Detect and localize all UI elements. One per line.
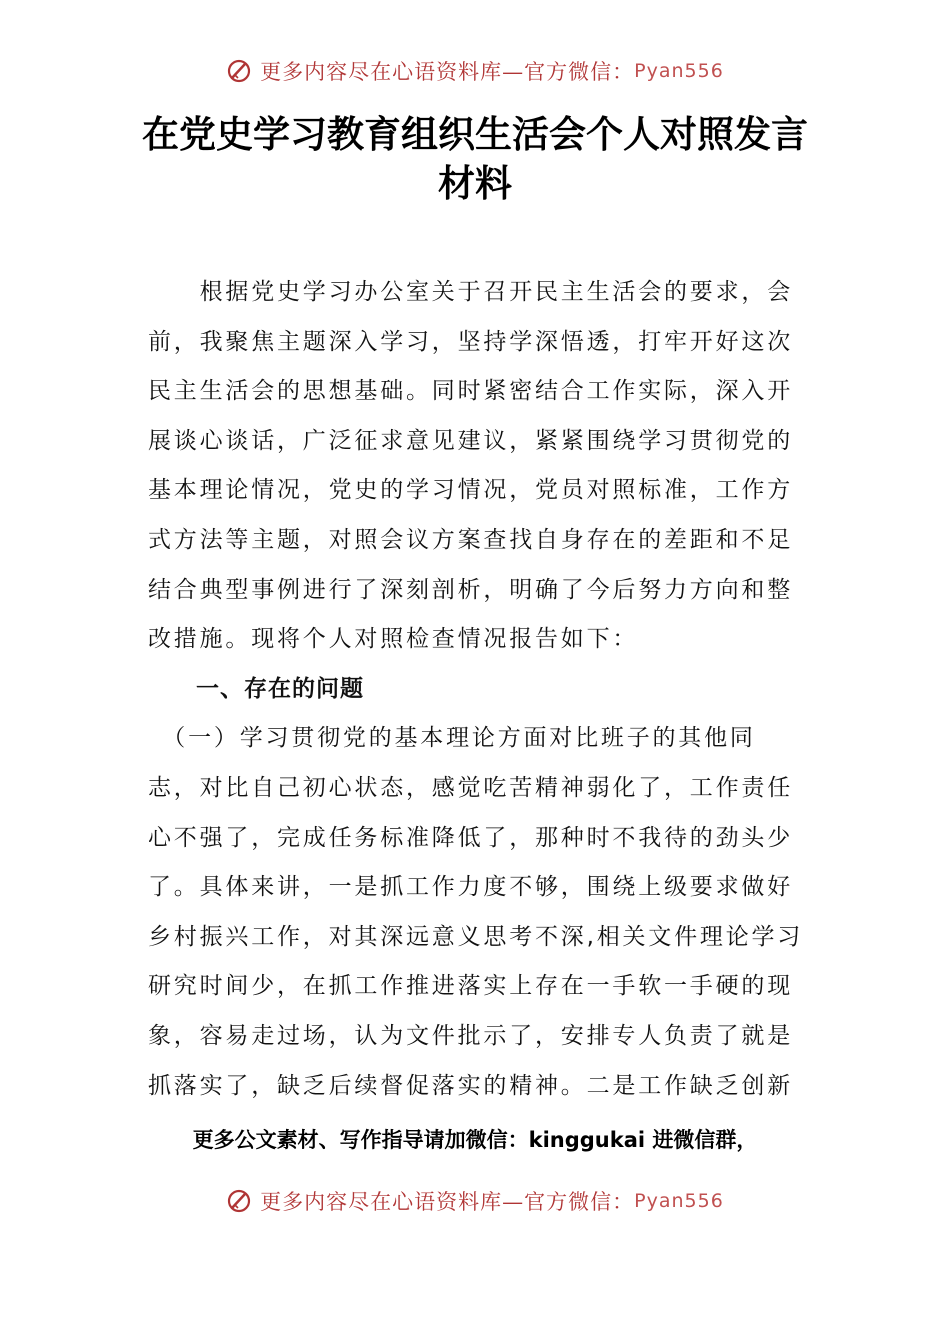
paragraph-line: 展谈心谈话，广泛征求意见建议，紧紧围绕学习贯彻党的: [148, 427, 793, 454]
watermark-text: 更多内容尽在心语资料库—官方微信：: [260, 1190, 635, 1214]
paragraph-line: 志，对比自己初心状态，感觉吃苦精神弱化了，工作责任: [148, 774, 793, 801]
paragraph-line: 式方法等主题，对照会议方案查找自身存在的差距和不足: [148, 526, 793, 553]
pen-logo-icon: [226, 1188, 252, 1214]
document-body: [148, 268, 808, 1111]
watermark-footer: [0, 1186, 950, 1216]
paragraph-line: 改措施。现将个人对照检查情况报告如下：: [148, 626, 639, 653]
watermark-wechat-id: Pyan556: [634, 60, 724, 82]
pen-logo-icon: [226, 58, 252, 84]
paragraph-line: 乡村振兴工作，对其深远意义思考不深,相关文件理论学习: [148, 923, 804, 950]
watermark-wechat-id: Pyan556: [634, 1190, 724, 1212]
document-title: [120, 110, 830, 208]
paragraph-line: 了。具体来讲，一是抓工作力度不够，围绕上级要求做好: [148, 874, 793, 901]
paragraph-line: 研究时间少，在抓工作推进落实上存在一手软一手硬的现: [148, 973, 793, 1000]
paragraph-line: 基本理论情况，党史的学习情况，党员对照标准，工作方: [148, 477, 793, 504]
paragraph-line: 心不强了，完成任务标准降低了，那种时不我待的劲头少: [148, 824, 793, 851]
paragraph-line: 根据党史学习办公室关于召开民主生活会的要求，会: [148, 279, 793, 305]
title-line-1: 在党史学习教育组织生活会个人对照发言: [142, 112, 808, 156]
watermark-header: [0, 56, 950, 86]
paragraph-line: 象，容易走过场，认为文件批示了，安排专人负责了就是: [148, 1022, 793, 1049]
paragraph-line: （一）学习贯彻党的基本理论方面对比班子的其他同: [148, 725, 756, 752]
paragraph-line: 结合典型事例进行了深刻剖析，明确了今后努力方向和整: [148, 576, 793, 603]
paragraph-line: 前，我聚焦主题深入学习，坚持学深悟透，打牢开好这次: [148, 328, 793, 355]
paragraph-line: 民主生活会的思想基础。同时紧密结合工作实际，深入开: [148, 378, 793, 405]
title-line-2: 材料: [438, 161, 512, 205]
footer-advertisement: 更多公文素材、写作指导请加微信：kinggukai 进微信群，: [192, 1128, 758, 1152]
section-heading: 一、存在的问题: [148, 675, 364, 702]
watermark-text: 更多内容尽在心语资料库—官方微信：: [260, 60, 635, 84]
paragraph-line: 抓落实了，缺乏后续督促落实的精神。二是工作缺乏创新: [148, 1072, 793, 1099]
